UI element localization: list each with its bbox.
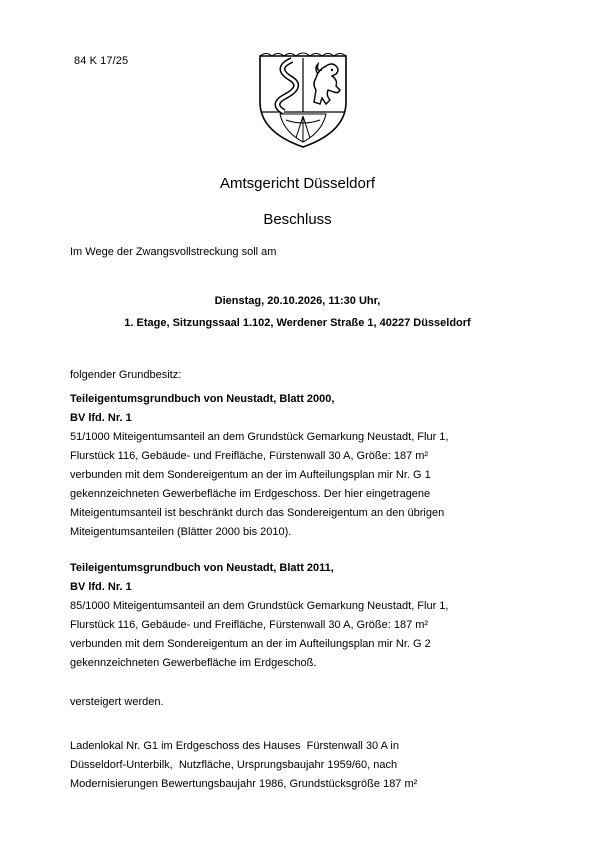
case-number: 84 K 17/25: [74, 55, 129, 67]
item-1-line: 51/1000 Miteigentumsanteil an dem Grundstück Gemarkung Neustadt, Flur 1,: [70, 431, 449, 443]
item-1-heading: Teileigentumsgrundbuch von Neustadt, Blatt 2000,: [70, 393, 335, 405]
item-1-line: verbunden mit dem Sondereigentum an der im Aufteilungsplan mir Nr. G 1: [70, 469, 431, 481]
auction-datetime: Dienstag, 20.10.2026, 11:30 Uhr,: [214, 295, 381, 307]
auction-location: 1. Etage, Sitzungssaal 1.102, Werdener Straße 1, 40227 Düsseldorf: [124, 317, 471, 329]
auction-phrase: versteigert werden.: [70, 696, 164, 708]
property-intro: folgender Grundbesitz:: [70, 369, 182, 381]
item-2-line: 85/1000 Miteigentumsanteil an dem Grundstück Gemarkung Neustadt, Flur 1,: [70, 600, 449, 612]
item-2-subheading: BV lfd. Nr. 1: [70, 581, 132, 593]
item-1-subheading: BV lfd. Nr. 1: [70, 412, 132, 424]
description-line: Düsseldorf-Unterbilk, Nutzfläche, Ursprungsbaujahr 1959/60, nach: [70, 759, 398, 771]
item-2-line: Flurstück 116, Gebäude- und Freifläche, Fürstenwall 30 A, Größe: 187 m²: [70, 619, 429, 631]
item-1-line: Flurstück 116, Gebäude- und Freifläche, Fürstenwall 30 A, Größe: 187 m²: [70, 450, 429, 462]
court-name: Amtsgericht Düsseldorf: [219, 175, 376, 192]
item-2-line: verbunden mit dem Sondereigentum an der im Aufteilungsplan mir Nr. G 2: [70, 638, 431, 650]
decision-title: Beschluss: [263, 211, 332, 228]
item-1-line: gekennzeichneten Gewerbefläche im Erdgeschoss. Der hier eingetragene: [70, 488, 431, 500]
item-2-line: gekennzeichneten Gewerbefläche im Erdgeschoß.: [70, 657, 317, 669]
intro-text: Im Wege der Zwangsvollstreckung soll am: [70, 246, 277, 258]
description-line: Modernisierungen Bewertungsbaujahr 1986, Grundstücksgröße 187 m²: [70, 778, 418, 790]
item-1-line: Miteigentumsanteilen (Blätter 2000 bis 2010).: [70, 526, 292, 538]
description-line: Ladenlokal Nr. G1 im Erdgeschoss des Hauses Fürstenwall 30 A in: [70, 740, 399, 752]
item-1-line: Miteigentumsanteil ist beschränkt durch das Sondereigentum an den übrigen: [70, 507, 445, 519]
item-2-heading: Teileigentumsgrundbuch von Neustadt, Blatt 2011,: [70, 562, 334, 574]
nrw-coat-of-arms-icon: [256, 50, 350, 150]
